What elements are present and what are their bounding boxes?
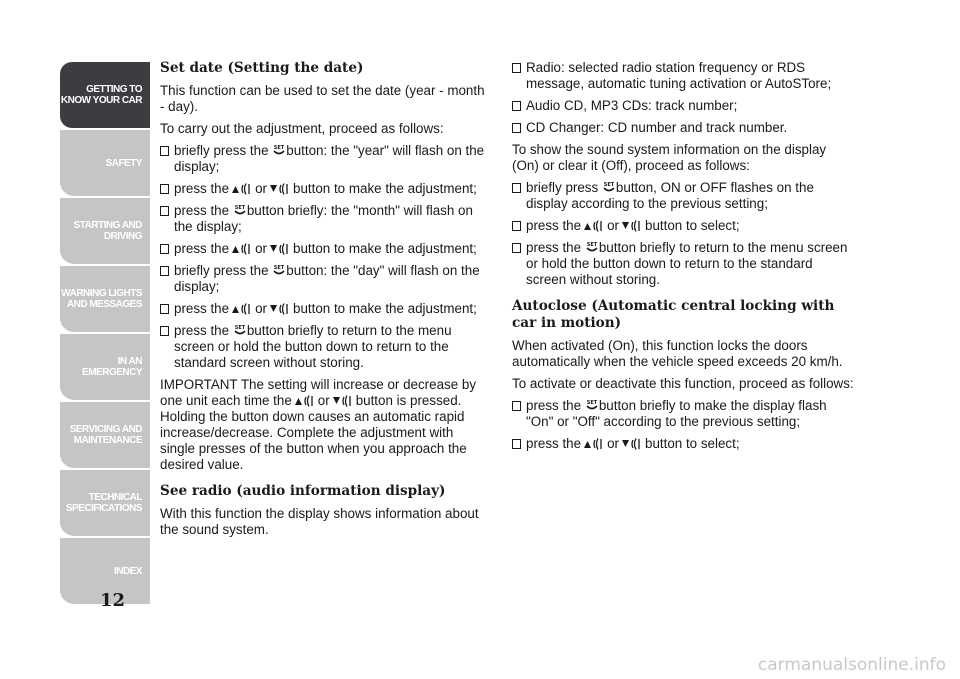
text: button is pressed. Holding the button down causes an automatic rapid increase/decrease. Complete the adjustment with single presses of the button when you approach the desired value. (160, 393, 467, 472)
list-item (512, 436, 856, 452)
checkbox-bullet-icon (160, 146, 169, 156)
text: press the (526, 240, 582, 255)
set-button-icon (273, 144, 285, 157)
list-item (512, 98, 856, 114)
tab-label: SERVICING AND MAINTENANCE (69, 424, 142, 446)
checkbox-bullet-icon (512, 401, 521, 411)
text: button: the "year" will flash on the display; (174, 143, 485, 174)
text: IMPORTANT The setting will increase or decrease by one unit each time the (160, 377, 477, 408)
tab-in-an-emergency[interactable] (60, 334, 150, 400)
tab-servicing-and-maintenance[interactable] (60, 402, 150, 468)
list-item (512, 60, 856, 92)
text: button to make the adjustment; (293, 181, 477, 196)
checkbox-bullet-icon (512, 101, 521, 111)
down-button-icon (269, 182, 291, 196)
tab-warning-lights[interactable] (60, 266, 150, 332)
tab-label: INDEX (113, 565, 142, 577)
tab-label: SAFETY (105, 157, 142, 169)
text: briefly press (526, 180, 599, 195)
checkbox-bullet-icon (160, 304, 169, 314)
text: button briefly to return to the menu screen or hold the button down to return to the standard screen without storing. (174, 323, 452, 370)
text: button briefly to return to the menu screen or hold the button down to return to the standard screen without storing. (526, 240, 848, 287)
set-button-icon (234, 324, 246, 337)
text: button briefly to make the display flash "On" or "Off" according to the previous setting; (526, 398, 827, 429)
paragraph: This function can be used to set the date (year - month - day). (160, 83, 485, 114)
checkbox-bullet-icon (512, 221, 521, 231)
paragraph: With this function the display shows information about the sound system. (160, 506, 479, 537)
checkbox-bullet-icon (160, 184, 169, 194)
tab-getting-to-know-your-car[interactable] (60, 62, 150, 128)
page-number: 12 (100, 590, 126, 611)
paragraph: To activate or deactivate this function, proceed as follows: (512, 376, 854, 391)
list-item (512, 398, 856, 430)
text: Radio: selected radio station frequency or RDS message, automatic tuning activation or AutoSTore; (526, 60, 832, 91)
checkbox-bullet-icon (512, 439, 521, 449)
watermark: carmanualsonline.info (757, 655, 946, 675)
down-button-icon (332, 394, 354, 408)
text: or (317, 393, 330, 408)
up-button-icon (231, 182, 253, 196)
text: button: the "day" will flash on the display; (174, 263, 480, 294)
text: press the (174, 181, 230, 196)
up-button-icon (231, 242, 253, 256)
text: press the (526, 436, 582, 451)
list-item (160, 143, 490, 175)
set-button-icon (586, 399, 598, 412)
checkbox-bullet-icon (512, 123, 521, 133)
set-button-icon (603, 181, 615, 194)
text: button, ON or OFF flashes on the display according to the previous setting; (526, 180, 814, 211)
down-button-icon (269, 302, 291, 316)
set-button-icon (586, 241, 598, 254)
list-item (160, 181, 490, 197)
text: briefly press the (174, 143, 269, 158)
set-button-icon (273, 264, 285, 277)
text: or (255, 301, 268, 316)
checkbox-bullet-icon (160, 244, 169, 254)
text: button to select; (645, 218, 740, 233)
text: or (255, 181, 268, 196)
text: press the (174, 301, 230, 316)
checkbox-bullet-icon (160, 206, 169, 216)
list-item (512, 218, 856, 234)
text: press the (174, 241, 230, 256)
up-button-icon (583, 437, 605, 451)
list-item (512, 120, 856, 136)
up-button-icon (231, 302, 253, 316)
set-button-icon (234, 204, 246, 217)
section-heading-set-date: Set date (Setting the date) (160, 60, 364, 76)
list-item (160, 241, 490, 257)
up-button-icon (294, 394, 316, 408)
tab-label: TECHNICAL SPECIFICATIONS (65, 492, 142, 514)
text: or (607, 218, 620, 233)
list-item (512, 180, 856, 212)
checkbox-bullet-icon (160, 266, 169, 276)
list-item (512, 240, 856, 288)
checkbox-bullet-icon (512, 63, 521, 73)
important-note (160, 377, 490, 473)
text: press the (174, 203, 230, 218)
checkbox-bullet-icon (512, 183, 521, 193)
tab-safety[interactable] (60, 130, 150, 196)
up-button-icon (583, 219, 605, 233)
tab-label: WARNING LIGHTS AND MESSAGES (61, 288, 142, 310)
tab-label: STARTING AND DRIVING (73, 220, 142, 242)
tab-label: GETTING TO KNOW YOUR CAR (60, 84, 142, 106)
text: button to make the adjustment; (293, 241, 477, 256)
down-button-icon (269, 242, 291, 256)
text: CD Changer: CD number and track number. (526, 120, 788, 135)
list-item (160, 263, 490, 295)
tab-label: IN AN EMERGENCY (82, 356, 142, 378)
text: or (607, 436, 620, 451)
section-heading-see-radio: See radio (audio information display) (160, 483, 446, 499)
text: button briefly: the "month" will flash on the display; (174, 203, 473, 234)
text: briefly press the (174, 263, 269, 278)
list-item (160, 203, 490, 235)
tab-starting-and-driving[interactable] (60, 198, 150, 264)
right-column (512, 60, 856, 458)
text: Audio CD, MP3 CDs: track number; (526, 98, 738, 113)
chapter-sidebar (60, 62, 150, 606)
text: or (255, 241, 268, 256)
list-item (160, 301, 490, 317)
checkbox-bullet-icon (160, 326, 169, 336)
tab-technical-specifications[interactable] (60, 470, 150, 536)
text: press the (526, 398, 582, 413)
paragraph: To show the sound system information on the display (On) or clear it (Off), proceed as follows: (512, 142, 827, 173)
list-item (160, 323, 490, 371)
down-button-icon (621, 437, 643, 451)
section-heading-autoclose: Autoclose (Automatic central locking with car in motion) (512, 298, 835, 331)
text: press the (526, 218, 582, 233)
text: button to make the adjustment; (293, 301, 477, 316)
paragraph: When activated (On), this function locks the doors automatically when the vehicle speed exceeds 20 km/h. (512, 338, 843, 369)
checkbox-bullet-icon (512, 243, 521, 253)
down-button-icon (621, 219, 643, 233)
text: press the (174, 323, 230, 338)
paragraph: To carry out the adjustment, proceed as follows: (160, 121, 444, 136)
text: button to select; (645, 436, 740, 451)
left-column (160, 60, 490, 544)
